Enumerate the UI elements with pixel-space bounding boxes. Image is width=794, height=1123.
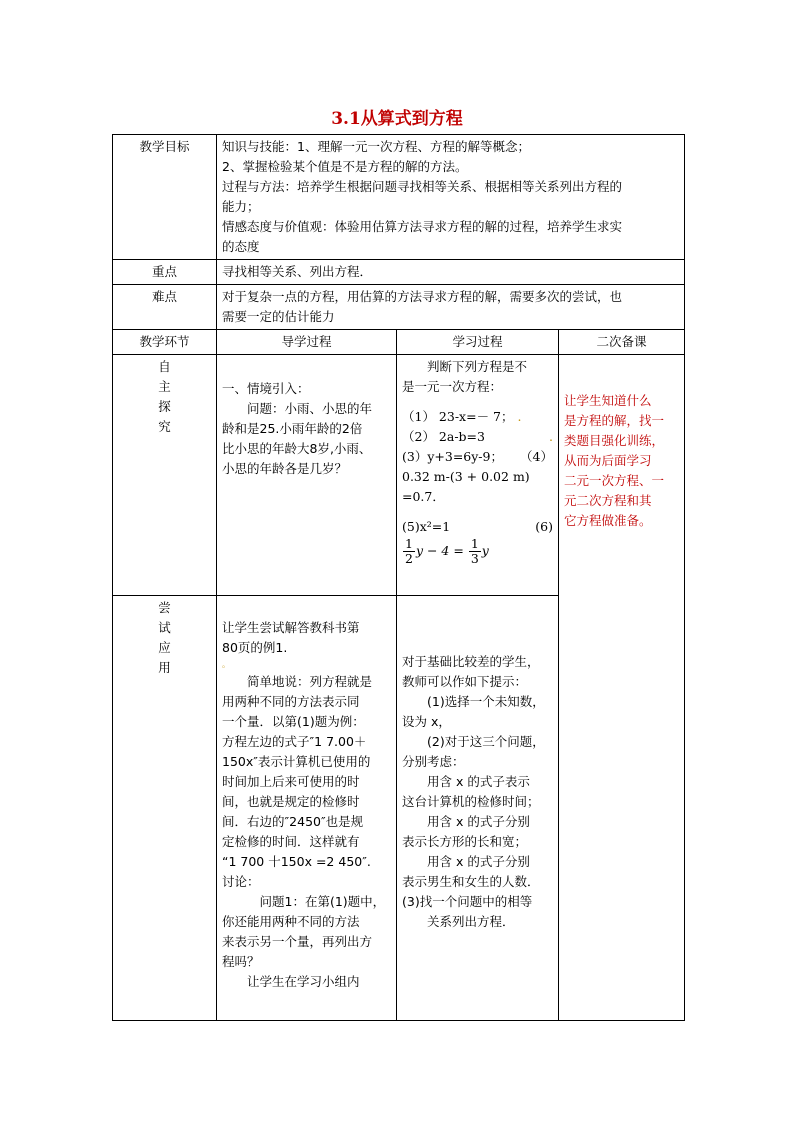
objectives-line: 知识与技能：1、理解一元一次方程、方程的解等概念； xyxy=(222,139,530,154)
study-intro: 是一元一次方程： xyxy=(402,379,503,394)
note-line: 元二次方程和其 xyxy=(564,493,652,508)
guide-line: 讨论： xyxy=(222,874,260,889)
lesson-plan-table xyxy=(112,134,685,1021)
guide-line: 间．右边的″2450″也是规 xyxy=(222,814,364,829)
apply-study xyxy=(397,596,559,1021)
study-line: (1)选择一个未知数， xyxy=(427,694,545,709)
difficulty-line: 需要一定的估计能力 xyxy=(222,309,335,324)
note-line: 让学生知道什么 xyxy=(564,393,652,408)
note-line: 是方程的解，找一 xyxy=(564,413,665,428)
study-line: 设为 x， xyxy=(402,714,451,729)
study-line: 用含 x 的式子分别 xyxy=(427,814,530,829)
difficulty-line: 对于复杂一点的方程，用估算的方法寻求方程的解，需要多次的尝试，也 xyxy=(222,289,623,304)
guide-intro: 80页的例1. xyxy=(222,640,288,655)
objectives-row xyxy=(113,135,685,260)
header-notes: 二次备课 xyxy=(559,330,685,355)
objectives-line: 情感态度与价值观：体验用估算方法寻求方程的解的过程，培养学生求实 xyxy=(222,219,623,234)
equation-2: （2） 2a-b=3 . xyxy=(402,429,553,444)
guide-line: 时间加上后来可使用的时 xyxy=(222,774,360,789)
header-row xyxy=(113,330,685,355)
equation-4: 0.32 m-(3 + 0.02 m) xyxy=(402,469,530,484)
study-line: 用含 x 的式子分别 xyxy=(427,854,530,869)
guide-line: 让学生在学习小组内 xyxy=(247,974,360,989)
guide-dot: 。 xyxy=(222,660,230,669)
study-line: 表示长方形的长和宽； xyxy=(402,834,528,849)
guide-line: 问题：小雨、小思的年 xyxy=(247,401,373,416)
stage-char: 试 xyxy=(158,620,171,635)
stage-explore-row xyxy=(113,355,685,596)
header-stage: 教学环节 xyxy=(113,330,217,355)
difficulty-label: 难点 xyxy=(113,285,217,330)
guide-line: 150x″表示计算机已使用的 xyxy=(222,754,371,769)
stage-char: 主 xyxy=(158,379,171,394)
key-point-text: 寻找相等关系、列出方程． xyxy=(217,260,685,285)
objectives-line: 过程与方法：培养学生根据问题寻找相等关系、根据相等关系列出方程的 xyxy=(222,179,623,194)
guide-line: 用两种不同的方法表示同 xyxy=(222,694,360,709)
note-line: 从而为后面学习 xyxy=(564,453,652,468)
note-line: 二元一次方程、一 xyxy=(564,473,665,488)
guide-line: 间，也就是规定的检修时 xyxy=(222,794,360,809)
equation-1: （1） 23-x=－ 7； . xyxy=(402,409,522,424)
guide-line: 简单地说：列方程就是 xyxy=(247,674,373,689)
study-line: 表示男生和女生的人数． xyxy=(402,874,540,889)
study-line: (3)找一个问题中的相等 xyxy=(402,894,533,909)
guide-line: 问题1：在第(1)题中， xyxy=(259,894,386,909)
stage-char: 究 xyxy=(158,419,171,434)
apply-guide xyxy=(217,596,397,1021)
study-line: (2)对于这三个问题， xyxy=(427,734,545,749)
guide-line: 一个量．以第(1)题为例： xyxy=(222,714,365,729)
stage-char: 应 xyxy=(158,640,171,655)
guide-line: 来表示另一个量，再列出方 xyxy=(222,934,373,949)
guide-line: 比小思的年龄大8岁,小雨、 xyxy=(222,441,372,456)
study-line: 用含 x 的式子表示 xyxy=(427,774,530,789)
stage-char: 探 xyxy=(158,399,171,414)
header-guide: 导学过程 xyxy=(217,330,397,355)
stage-char: 用 xyxy=(158,660,171,675)
guide-line: 龄和是25.小雨年龄的2倍 xyxy=(222,421,363,436)
explore-guide xyxy=(217,355,397,596)
guide-heading: 一、情境引入： xyxy=(222,381,310,396)
guide-line: 定检修的时间．这样就有 xyxy=(222,834,360,849)
guide-line: 方程左边的式子″1 7.00＋ xyxy=(222,734,367,749)
study-line: 这台计算机的检修时间； xyxy=(402,794,540,809)
study-intro: 判断下列方程是不 xyxy=(427,359,528,374)
study-line: 教师可以作如下提示： xyxy=(402,674,528,689)
explore-notes xyxy=(559,355,685,1021)
objectives-line: 能力； xyxy=(222,199,260,214)
guide-line: 程吗？ xyxy=(222,954,260,969)
equation-6: $\frac{1}{2}$ y − 4 = $\frac{1}{3}$ y xyxy=(405,536,489,566)
key-point-label: 重点 xyxy=(113,260,217,285)
objectives-line: 的态度 xyxy=(222,239,260,254)
equation-5: (5)x²=1 (6) xyxy=(402,519,553,534)
key-point-row xyxy=(113,260,685,285)
explore-study xyxy=(397,355,559,596)
study-line: 对于基础比较差的学生， xyxy=(402,654,540,669)
guide-line: 小思的年龄各是几岁？ xyxy=(222,461,348,476)
stage-explore-label xyxy=(113,355,217,596)
objectives-line: 2、掌握检验某个值是不是方程的解的方法。 xyxy=(222,159,468,174)
study-line: 关系列出方程． xyxy=(427,914,515,929)
guide-intro: 让学生尝试解答教科书第 xyxy=(222,620,360,635)
objectives-content xyxy=(217,135,685,260)
stage-char: 自 xyxy=(158,359,171,374)
note-line: 类题目强化训练， xyxy=(564,433,665,448)
study-line: 分别考虑： xyxy=(402,754,465,769)
objectives-label: 教学目标 xyxy=(113,135,217,260)
stage-apply-label xyxy=(113,596,217,1021)
guide-line: 你还能用两种不同的方法 xyxy=(222,914,360,929)
stage-char: 尝 xyxy=(158,600,171,615)
difficulty-content xyxy=(217,285,685,330)
difficulty-row xyxy=(113,285,685,330)
equation-4-end: =0.7． xyxy=(402,489,445,504)
header-study: 学习过程 xyxy=(397,330,559,355)
note-line: 它方程做准备。 xyxy=(564,513,652,528)
guide-line: “1 700 十150x =2 450″. xyxy=(222,854,371,869)
page-title: 3.1从算式到方程 xyxy=(331,109,463,129)
equation-3: (3）y+3=6y-9； （4） xyxy=(402,449,553,464)
